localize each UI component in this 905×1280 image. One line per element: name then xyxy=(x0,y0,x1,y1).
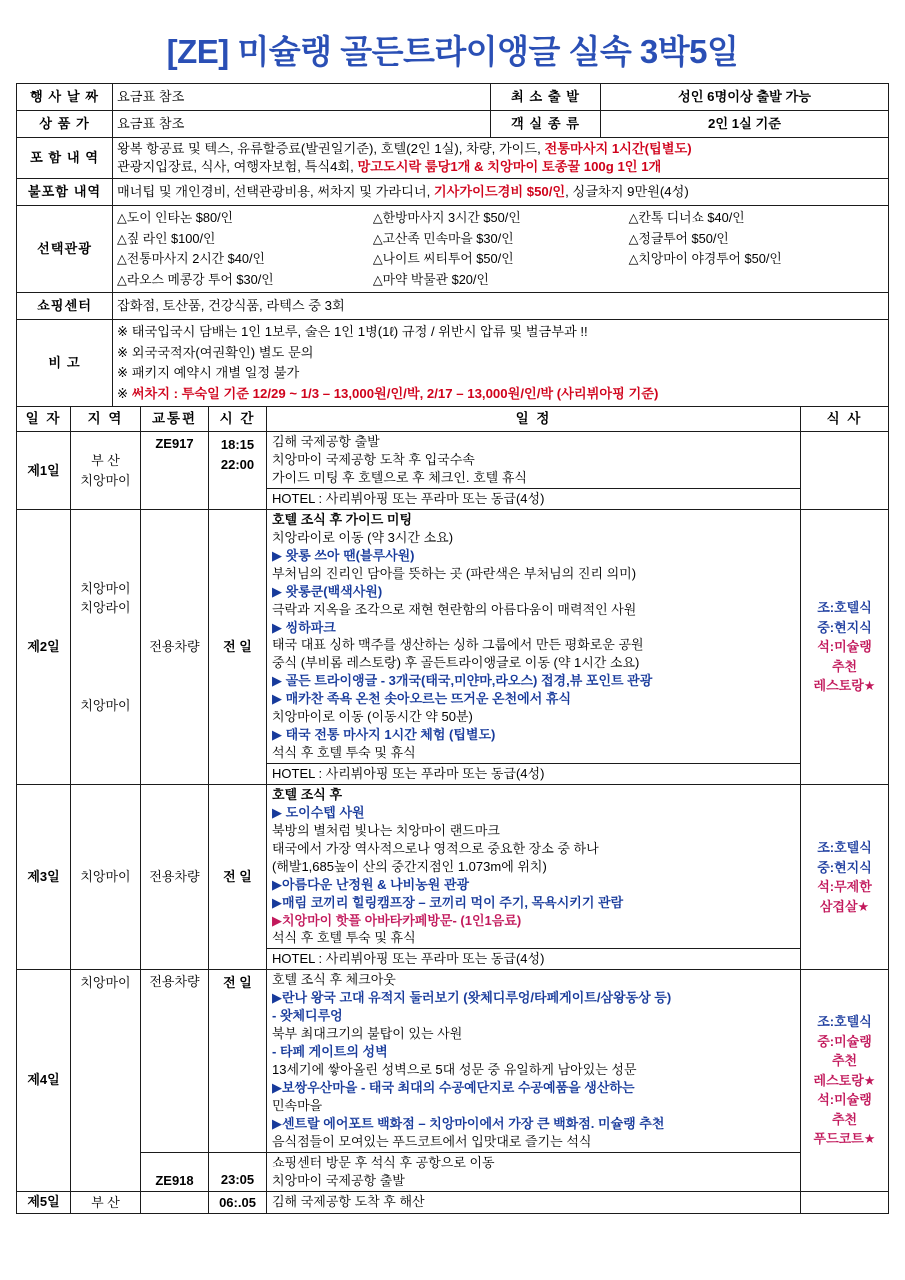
hotel-info: HOTEL : 사리뷔아핑 또는 푸라마 또는 동급(4성) xyxy=(267,949,801,970)
day-region: 치앙마이 xyxy=(71,970,141,1191)
value-notes xyxy=(113,320,889,407)
meal-line: 석:미슐랭 xyxy=(817,1092,872,1108)
day-transport xyxy=(141,1191,209,1214)
meal-line: 중:현지식 xyxy=(817,619,872,635)
day-label: 제5일 xyxy=(17,1191,71,1214)
day-meals xyxy=(801,509,889,784)
schedule-line: ▶ 매카찬 족욕 온천 솟아오르는 뜨거운 온천에서 휴식 xyxy=(272,691,571,707)
schedule-line: 중식 (부비롬 레스토랑) 후 골든트라이앵글로 이동 (약 1시간 소요) xyxy=(272,655,640,671)
schedule-line: ▶ 도이수텝 사원 xyxy=(272,804,365,820)
meal-line: 조:호텔식 xyxy=(817,1014,872,1030)
note-line-prefix: ※ xyxy=(117,385,132,401)
day-transport: 전용차량 xyxy=(141,509,209,784)
table-row xyxy=(17,138,889,179)
value-excluded xyxy=(113,179,889,206)
day-schedule xyxy=(267,432,801,489)
day-time: 06:.05 xyxy=(209,1191,267,1214)
included-line1-text: 왕복 항공료 및 텍스, 유류할증료(발권일기준), 호텔(2인 1실), 차량, 가이드, xyxy=(117,141,545,156)
day-time: 전 일 xyxy=(209,784,267,969)
note-line: ※ 태국입국시 담배는 1인 1보루, 술은 1인 1병(1ℓ) 규정 / 위반시 압류 및 벌금부과 !! xyxy=(117,324,588,340)
schedule-line: 치앙라이로 이동 (약 3시간 소요) xyxy=(272,529,454,545)
meal-line: 중:현지식 xyxy=(817,859,872,875)
table-row-day4 xyxy=(17,970,889,1152)
schedule-line: 석식 후 호텔 투숙 및 휴식 xyxy=(272,745,416,761)
label-price: 상 품 가 xyxy=(17,111,113,138)
optional-item: △정글투어 $50/인 xyxy=(628,230,729,246)
hotel-info: HOTEL : 사리뷔아핑 또는 푸라마 또는 동급(4성) xyxy=(267,488,801,509)
label-included: 포 함 내 역 xyxy=(17,138,113,179)
day-meals xyxy=(801,970,889,1191)
value-optional-tours xyxy=(113,206,889,293)
schedule-line: 가이드 미팅 후 호텔으로 후 체크인. 호텔 휴식 xyxy=(272,470,527,485)
schedule-line: 호텔 조식 후 xyxy=(272,786,343,802)
schedule-line: ▶ 씽하파크 xyxy=(272,619,336,635)
schedule-line: ▶아름다운 난정원 & 나비농원 관광 xyxy=(272,876,470,892)
product-info-table xyxy=(16,83,889,407)
table-row-day3 xyxy=(17,784,889,948)
header-time: 시 간 xyxy=(209,407,267,432)
departure-schedule xyxy=(267,1152,801,1191)
excluded-text-b: , 싱글차지 9만원(4성) xyxy=(565,184,689,200)
schedule-line: ▶ 왓롱쿤(백색사원) xyxy=(272,583,383,599)
schedule-line: 극락과 지옥을 조각으로 재현 현란함의 아름다움이 매력적인 사원 xyxy=(272,601,637,617)
schedule-line: 부처님의 진리인 담아를 뜻하는 곳 (파란색은 부처님의 진리 의미) xyxy=(272,565,637,581)
optional-item: △도이 인타논 $80/인 xyxy=(117,210,234,226)
table-row xyxy=(17,179,889,206)
departure-time: 23:05 xyxy=(209,1152,267,1191)
table-row xyxy=(17,84,889,111)
optional-item: △짚 라인 $100/인 xyxy=(117,230,216,246)
schedule-line: (해발1,685높이 산의 중간지점인 1.073m에 위치) xyxy=(272,858,547,874)
value-event-date: 요금표 참조 xyxy=(113,84,491,111)
day-meals xyxy=(801,1191,889,1214)
schedule-line: 북부 최대크기의 불탑이 있는 사원 xyxy=(272,1026,463,1042)
label-room-type: 객 실 종 류 xyxy=(491,111,601,138)
schedule-line: 북방의 별처럼 빛나는 치앙마이 랜드마크 xyxy=(272,822,500,838)
day-region: 부 산 치앙마이 xyxy=(71,432,141,510)
included-line2-text: 관광지입장료, 식사, 여행자보험, 특식4회, xyxy=(117,159,358,175)
schedule-line: 호텔 조식 후 체크아웃 xyxy=(272,972,396,988)
day-time: 전 일 xyxy=(209,970,267,1152)
included-line1-highlight: 전통마사지 1시간(팁별도) xyxy=(544,141,692,156)
itinerary-header-row xyxy=(17,407,889,432)
schedule-line: ▶ 왓롱 쓰아 땐(블루사원) xyxy=(272,547,415,563)
optional-item: △치앙마이 야경투어 $50/인 xyxy=(628,251,782,267)
schedule-line: ▶ 골든 트라이앵글 - 3개국(태국,미얀마,라오스) 접경,뷰 포인트 관광 xyxy=(272,673,653,689)
meal-line: 석:미슐랭 xyxy=(817,639,872,655)
label-excluded: 불포함 내역 xyxy=(17,179,113,206)
schedule-line: - 타페 게이트의 성벽 xyxy=(272,1044,388,1060)
optional-item: △나이트 씨티투어 $50/인 xyxy=(372,251,514,267)
label-shopping: 쇼핑센터 xyxy=(17,293,113,320)
optional-item: △칸톡 디너쇼 $40/인 xyxy=(628,210,745,226)
day-schedule xyxy=(267,784,801,948)
schedule-line: ▶치앙마이 핫플 아바타카페방문- (1인1음료) xyxy=(272,912,522,928)
day-label: 제2일 xyxy=(17,509,71,784)
optional-item: △전통마사지 2시간 $40/인 xyxy=(117,251,265,267)
title-text: [ZE] 미슐랭 골든트라이앵글 실속 3박5일 xyxy=(166,33,739,70)
value-shopping: 잡화점, 토산품, 건강식품, 라텍스 중 3회 xyxy=(113,293,889,320)
value-room-type: 2인 1실 기준 xyxy=(601,111,889,138)
table-row xyxy=(17,293,889,320)
meal-line: 레스토랑★ xyxy=(813,1072,876,1088)
note-line: ※ 패키지 예약시 개별 일정 불가 xyxy=(117,365,300,381)
header-schedule: 일 정 xyxy=(267,407,801,432)
day-region: 치앙마이 치앙라이 치앙마이 xyxy=(71,509,141,784)
table-row xyxy=(17,320,889,407)
schedule-line: ▶센트랄 에어포트 백화점 – 치앙마이에서 가장 큰 백화점. 미슐랭 추천 xyxy=(272,1115,665,1131)
departure-transport: ZE918 xyxy=(141,1152,209,1191)
schedule-line: 13세기에 쌓아올린 성벽으로 5대 성문 중 유일하게 남아있는 성문 xyxy=(272,1062,637,1077)
table-row-day1 xyxy=(17,432,889,489)
header-transport: 교통편 xyxy=(141,407,209,432)
table-row-day2 xyxy=(17,509,889,763)
value-min-departure: 성인 6명이상 출발 가능 xyxy=(601,84,889,111)
header-day: 일 자 xyxy=(17,407,71,432)
optional-item: △라오스 메콩강 투어 $30/인 xyxy=(117,271,274,287)
table-row xyxy=(17,206,889,293)
day-region: 부 산 xyxy=(71,1191,141,1214)
schedule-line: 쇼핑센터 방문 후 석식 후 공항으로 이동 xyxy=(272,1154,495,1170)
itinerary-table xyxy=(16,406,889,1214)
meal-line: 추천 xyxy=(831,1111,858,1127)
schedule-line: 김해 국제공항 출발 xyxy=(272,434,380,450)
label-optional-tours: 선택관광 xyxy=(17,206,113,293)
note-surcharge-highlight: 써차지 : 투숙일 기준 12/29 ~ 1/3 – 13,000원/인/박, 2/17 – 13,000원/인/박 (사리뷔아핑 기준) xyxy=(131,385,659,401)
day-label: 제4일 xyxy=(17,970,71,1191)
schedule-line: 민속마을 xyxy=(272,1097,323,1113)
meal-line: 석:무제한 xyxy=(817,879,872,895)
meal-line: 추천 xyxy=(831,658,858,674)
header-meals: 식 사 xyxy=(801,407,889,432)
schedule-line: 음식점들이 모여있는 푸드코트에서 입맛대로 즐기는 석식 xyxy=(272,1133,592,1149)
day-transport: 전용차량 xyxy=(141,784,209,969)
meal-line: 푸드코트★ xyxy=(813,1131,876,1147)
day-label: 제1일 xyxy=(17,432,71,510)
schedule-line: ▶매림 코끼리 힐링캠프장 – 코끼리 먹이 주기, 목욕시키기 관람 xyxy=(272,894,624,910)
meal-line: 조:호텔식 xyxy=(817,840,872,856)
optional-col-1 xyxy=(113,206,369,292)
day-meals xyxy=(801,784,889,969)
day-time: 18:15 22:00 xyxy=(209,432,267,510)
day-meals xyxy=(801,432,889,510)
label-event-date: 행 사 날 짜 xyxy=(17,84,113,111)
meal-line: 중:미슐랭 xyxy=(817,1033,872,1049)
value-price: 요금표 참조 xyxy=(113,111,491,138)
optional-col-2 xyxy=(369,206,625,292)
meal-line: 조:호텔식 xyxy=(817,600,872,616)
table-row-day4-departure xyxy=(17,1152,889,1191)
optional-item: △한방마사지 3시간 $50/인 xyxy=(372,210,521,226)
day-schedule xyxy=(267,970,801,1152)
note-line: ※ 외국국적자(여권확인) 별도 문의 xyxy=(117,344,314,360)
included-line2-highlight: 망고도시락 룸당1개 & 치앙마이 토종꿀 100g 1인 1개 xyxy=(357,159,662,175)
day-time: 전 일 xyxy=(209,509,267,784)
schedule-line: ▶ 태국 전통 마사지 1시간 체험 (팁별도) xyxy=(272,727,496,743)
schedule-line: 치앙마이로 이동 (이동시간 약 50분) xyxy=(272,709,473,725)
schedule-line: 태국 대표 싱하 맥주를 생산하는 싱하 그룹에서 만든 평화로운 공원 xyxy=(272,637,644,653)
day-schedule xyxy=(267,509,801,763)
schedule-line: ▶보쌍우산마을 - 태국 최대의 수공예단지로 수공예품을 생산하는 xyxy=(272,1079,635,1095)
label-min-departure: 최 소 출 발 xyxy=(491,84,601,111)
optional-col-3 xyxy=(625,206,888,292)
excluded-highlight: 기사가이드경비 $50/인 xyxy=(433,184,566,200)
table-row-day5 xyxy=(17,1191,889,1214)
day-transport: 전용차량 xyxy=(141,970,209,1152)
value-included xyxy=(113,138,889,179)
meal-line: 레스토랑★ xyxy=(813,678,876,694)
schedule-line: - 왓체디루엉 xyxy=(272,1008,343,1024)
label-notes: 비 고 xyxy=(17,320,113,407)
day-region: 치앙마이 xyxy=(71,784,141,969)
schedule-line: 치앙마이 국제공항 도착 후 입국수속 xyxy=(272,452,475,468)
day-schedule: 김해 국제공항 도착 후 해산 xyxy=(267,1191,801,1214)
schedule-line: 석식 후 호텔 투숙 및 휴식 xyxy=(272,930,416,946)
meal-line: 삼겹살★ xyxy=(819,898,870,914)
day-label: 제3일 xyxy=(17,784,71,969)
meal-line: 추천 xyxy=(831,1053,858,1069)
schedule-line: 호텔 조식 후 가이드 미팅 xyxy=(272,511,413,527)
day-transport: ZE917 xyxy=(141,432,209,510)
schedule-line: ▶란나 왕국 고대 유적지 둘러보기 (왓체디루엉/타페게이트/삼왕동상 등) xyxy=(272,990,672,1006)
schedule-line: 치앙마이 국제공항 출발 xyxy=(272,1172,405,1188)
optional-item: △마약 박물관 $20/인 xyxy=(372,271,489,287)
page-title xyxy=(16,26,889,73)
schedule-line: 태국에서 가장 역사적으로나 영적으로 중요한 장소 중 하나 xyxy=(272,840,599,856)
header-region: 지 역 xyxy=(71,407,141,432)
table-row xyxy=(17,111,889,138)
excluded-text-a: 매너팁 및 개인경비, 선택관광비용, 써차지 및 가라디너, xyxy=(117,184,434,200)
hotel-info: HOTEL : 사리뷔아핑 또는 푸라마 또는 동급(4성) xyxy=(267,764,801,785)
optional-item: △고산족 민속마을 $30/인 xyxy=(372,230,514,246)
